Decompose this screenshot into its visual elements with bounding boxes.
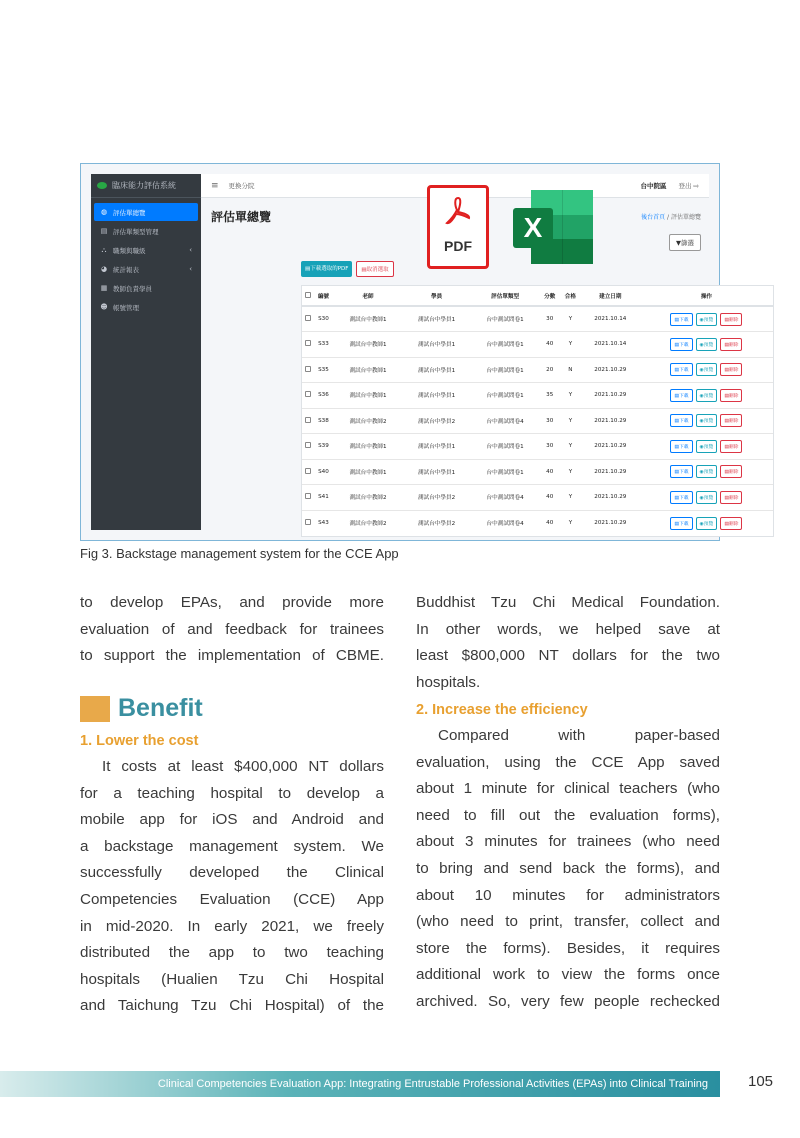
table-row	[302, 434, 773, 460]
download-button[interactable]: ▤下載	[670, 440, 692, 453]
table-cell: 測試台中教師2	[334, 485, 403, 511]
sidebar-item[interactable]	[94, 222, 198, 240]
preview-button[interactable]: ◉預覽	[696, 313, 718, 326]
table-cell: 30	[539, 306, 560, 332]
table-cell: 測試台中學員2	[402, 408, 471, 434]
column-header: 學員	[402, 286, 471, 306]
acrobat-swirl-icon	[444, 196, 472, 226]
preview-button[interactable]: ◉預覽	[696, 517, 718, 530]
admin-sidebar	[91, 174, 201, 530]
table-cell: Y	[560, 306, 581, 332]
hamburger-icon[interactable]: ≡	[211, 180, 219, 191]
table-cell: 30	[539, 434, 560, 460]
table-cell: S36	[313, 383, 334, 409]
text-line: for a teaching hospital to develop a	[80, 784, 384, 802]
text-line: to support the implementation of CBME.	[80, 647, 384, 665]
table-cell: 測試台中教師1	[334, 332, 403, 358]
text-line: archived. So, very few people rechecked	[416, 992, 720, 1010]
sidebar-item-label: 評估單總覽	[113, 208, 146, 217]
breadcrumb-separator: /	[667, 214, 670, 221]
excel-file-icon	[513, 188, 599, 266]
table-cell: Y	[560, 485, 581, 511]
brand-title: 臨床能力評估系統	[112, 181, 176, 190]
row-checkbox[interactable]	[305, 315, 311, 321]
table-cell: Y	[560, 510, 581, 536]
chevron-left-icon: ‹	[189, 265, 192, 273]
table-cell: 35	[539, 383, 560, 409]
text-line: distributed the app to two teaching	[80, 944, 384, 962]
figure-screenshot	[80, 163, 739, 541]
table-row	[302, 485, 773, 511]
row-actions-cell	[640, 306, 773, 332]
row-actions	[670, 491, 742, 504]
table-cell: S38	[313, 408, 334, 434]
row-actions	[670, 389, 742, 402]
table-cell: 測試台中教師1	[334, 459, 403, 485]
row-select-cell	[302, 434, 313, 460]
evaluation-table-wrap	[301, 285, 774, 537]
preview-button[interactable]: ◉預覽	[696, 414, 718, 427]
delete-button[interactable]: ▤刪除	[720, 491, 742, 504]
text-line: in mid-2020. In early 2021, we freely	[80, 917, 384, 935]
sidebar-item[interactable]	[94, 241, 198, 259]
delete-button[interactable]: ▤刪除	[720, 465, 742, 478]
section-heading-benefit	[80, 694, 203, 723]
table-cell: 測試台中學員1	[402, 306, 471, 332]
text-line: Competencies Evaluation (CCE) App	[80, 890, 384, 908]
subhead-lower-cost: 1. Lower the cost	[80, 733, 199, 749]
delete-button[interactable]: ▤刪除	[720, 389, 742, 402]
excel-x-badge: X	[513, 208, 553, 248]
table-cell: 台中測試問卷4	[471, 485, 540, 511]
download-selected-pdf-button[interactable]: ▤下載選取的PDF	[301, 261, 352, 277]
table-cell: 測試台中教師1	[334, 357, 403, 383]
left-para-1	[80, 590, 384, 670]
row-actions	[670, 440, 742, 453]
row-actions-cell	[640, 357, 773, 383]
sidebar-item[interactable]	[94, 203, 198, 221]
row-actions	[670, 338, 742, 351]
text-line: and Taichung Tzu Chi Hospital) of the	[80, 997, 384, 1015]
right-para-2	[416, 723, 720, 1016]
table-row	[302, 332, 773, 358]
download-button[interactable]: ▤下載	[670, 313, 692, 326]
dashboard-icon: ◍	[100, 208, 108, 216]
row-checkbox[interactable]	[305, 442, 311, 448]
sidebar-item-label: 評估單類型管理	[113, 227, 159, 236]
table-cell: 測試台中教師1	[334, 383, 403, 409]
select-all-checkbox[interactable]	[305, 292, 311, 298]
figure-caption: Fig 3. Backstage management system for the CCE App	[80, 546, 399, 561]
table-cell: 測試台中學員1	[402, 434, 471, 460]
text-line: need to fill out the evaluation forms),	[416, 806, 720, 824]
text-line: Buddhist Tzu Chi Medical Foundation.	[416, 594, 720, 611]
footer-bar	[0, 1071, 720, 1097]
users-icon: ☻	[100, 303, 108, 311]
row-actions-cell	[640, 383, 773, 409]
text-line: It costs at least $400,000 NT dollars	[102, 758, 384, 775]
table-cell: S39	[313, 434, 334, 460]
table-cell: 台中測試問卷1	[471, 434, 540, 460]
breadcrumb-home[interactable]: 後台首頁	[641, 214, 666, 221]
column-header: 評估單類型	[471, 286, 540, 306]
table-cell: 台中測試問卷1	[471, 332, 540, 358]
table-cell: 測試台中學員1	[402, 357, 471, 383]
row-select-cell	[302, 332, 313, 358]
page-title: 評估單總覽	[211, 210, 272, 224]
table-cell: 2021.10.14	[581, 332, 640, 358]
row-checkbox[interactable]	[305, 366, 311, 372]
evaluation-table	[302, 286, 773, 536]
org-icon: ⛬	[101, 245, 107, 254]
text-line: In other words, we helped save at	[416, 620, 720, 638]
table-cell: Y	[560, 408, 581, 434]
preview-button[interactable]: ◉預覽	[696, 389, 718, 402]
table-cell: 2021.10.14	[581, 306, 640, 332]
sidebar-item-label: 教師負責學員	[113, 284, 152, 293]
table-cell: Y	[560, 383, 581, 409]
brand-logo-icon	[97, 182, 107, 189]
breadcrumb-current: 評估單總覽	[670, 214, 701, 221]
id-card-icon: ▦	[100, 284, 108, 292]
text-line: evaluation of and feedback for trainees	[80, 620, 384, 638]
table-cell: 台中測試問卷1	[471, 459, 540, 485]
table-cell: Y	[560, 332, 581, 358]
table-cell: 2021.10.29	[581, 383, 640, 409]
table-cell: 2021.10.29	[581, 510, 640, 536]
table-cell: S40	[313, 459, 334, 485]
table-cell: 台中測試問卷4	[471, 408, 540, 434]
bulk-actions	[301, 261, 394, 277]
table-header-row	[302, 286, 773, 306]
column-header: 合格	[560, 286, 581, 306]
row-actions	[670, 313, 742, 326]
column-header: 編號	[313, 286, 334, 306]
row-checkbox[interactable]	[305, 519, 311, 525]
sidebar-brand	[91, 174, 201, 198]
table-cell: 20	[539, 357, 560, 383]
row-checkbox[interactable]	[305, 493, 311, 499]
section-title: Benefit	[118, 694, 203, 722]
sidebar-item[interactable]	[94, 260, 198, 278]
text-line: hospitals.	[416, 673, 481, 691]
table-cell: S41	[313, 485, 334, 511]
row-select-cell	[302, 485, 313, 511]
row-actions-cell	[640, 332, 773, 358]
row-checkbox[interactable]	[305, 417, 311, 423]
row-actions	[670, 363, 742, 376]
delete-button[interactable]: ▤刪除	[720, 363, 742, 376]
table-cell: 測試台中學員1	[402, 332, 471, 358]
table-cell: Y	[560, 434, 581, 460]
column-header: 操作	[640, 286, 773, 306]
table-cell: 測試台中學員1	[402, 383, 471, 409]
table-cell: S35	[313, 357, 334, 383]
heading-square-icon	[80, 696, 110, 722]
text-line: least $800,000 NT dollars for the two	[416, 647, 720, 665]
table-cell: 測試台中教師1	[334, 306, 403, 332]
table-row	[302, 383, 773, 409]
delete-button[interactable]: ▤刪除	[720, 517, 742, 530]
page-number: 105	[748, 1073, 774, 1090]
table-row	[302, 459, 773, 485]
text-line: hospitals (Hualien Tzu Chi Hospital	[80, 970, 384, 988]
table-body	[302, 306, 773, 536]
text-line: store the forms). Besides, it requires	[416, 939, 720, 957]
preview-button[interactable]: ◉預覽	[696, 338, 718, 351]
sidebar-menu	[91, 198, 201, 316]
row-actions-cell	[640, 485, 773, 511]
download-button[interactable]: ▤下載	[670, 465, 692, 478]
table-row	[302, 357, 773, 383]
table-cell: 測試台中學員2	[402, 510, 471, 536]
delete-button[interactable]: ▤刪除	[720, 440, 742, 453]
pdf-label: PDF	[444, 238, 472, 254]
table-cell: 2021.10.29	[581, 434, 640, 460]
filter-button[interactable]: ▼篩選	[669, 234, 701, 251]
text-line: to bring and send back the forms), and	[416, 859, 720, 877]
table-cell: 2021.10.29	[581, 357, 640, 383]
row-actions	[670, 465, 742, 478]
cancel-selection-button[interactable]: ▤取消選取	[356, 261, 393, 277]
row-checkbox[interactable]	[305, 468, 311, 474]
row-actions	[670, 414, 742, 427]
subhead-efficiency: 2. Increase the efficiency	[416, 702, 588, 718]
table-cell: 40	[539, 510, 560, 536]
text-line: about 10 minutes for administrators	[416, 886, 720, 904]
table-cell: 台中測試問卷4	[471, 510, 540, 536]
table-cell: 2021.10.29	[581, 459, 640, 485]
table-row	[302, 510, 773, 536]
table-cell: 測試台中教師2	[334, 408, 403, 434]
table-row	[302, 306, 773, 332]
row-actions-cell	[640, 459, 773, 485]
delete-button[interactable]: ▤刪除	[720, 338, 742, 351]
right-para-1	[416, 590, 720, 696]
table-cell: S43	[313, 510, 334, 536]
column-header: 建立日期	[581, 286, 640, 306]
column-header: 分數	[539, 286, 560, 306]
chevron-left-icon: ‹	[189, 246, 192, 254]
sidebar-item-label: 職類與職級	[113, 246, 146, 255]
row-select-cell	[302, 306, 313, 332]
breadcrumb	[641, 212, 701, 221]
preview-button[interactable]: ◉預覽	[696, 440, 718, 453]
table-cell: 40	[539, 459, 560, 485]
table-cell: 台中測試問卷1	[471, 357, 540, 383]
row-checkbox[interactable]	[305, 391, 311, 397]
text-line: mobile app for iOS and Android and	[80, 811, 384, 829]
table-cell: 測試台中學員2	[402, 485, 471, 511]
table-cell: 2021.10.29	[581, 485, 640, 511]
row-select-cell	[302, 459, 313, 485]
preview-button[interactable]: ◉預覽	[696, 465, 718, 478]
select-all-header[interactable]	[302, 286, 313, 306]
preview-button[interactable]: ◉預覽	[696, 363, 718, 376]
text-line: successfully developed the Clinical	[80, 864, 384, 882]
text-line: additional work to view the forms once	[416, 966, 720, 984]
download-button[interactable]: ▤下載	[670, 389, 692, 402]
delete-button[interactable]: ▤刪除	[720, 414, 742, 427]
table-cell: 測試台中教師1	[334, 434, 403, 460]
text-line: (who need to print, transfer, collect and	[416, 913, 720, 931]
download-button[interactable]: ▤下載	[670, 517, 692, 530]
sidebar-item[interactable]	[94, 279, 198, 297]
sidebar-item[interactable]	[94, 298, 198, 316]
table-cell: 40	[539, 485, 560, 511]
table-cell: S33	[313, 332, 334, 358]
sidebar-item-label: 帳號管理	[113, 303, 139, 312]
column-header: 老師	[334, 286, 403, 306]
text-line: about 3 minutes for trainees (who need	[416, 833, 720, 851]
delete-button[interactable]: ▤刪除	[720, 313, 742, 326]
row-checkbox[interactable]	[305, 340, 311, 346]
file-icon: ▤	[100, 227, 108, 235]
table-cell: 30	[539, 408, 560, 434]
download-button[interactable]: ▤下載	[670, 414, 692, 427]
row-select-cell	[302, 408, 313, 434]
table-cell: Y	[560, 459, 581, 485]
table-cell: 測試台中學員1	[402, 459, 471, 485]
download-button[interactable]: ▤下載	[670, 338, 692, 351]
table-row	[302, 408, 773, 434]
text-line: to develop EPAs, and provide more	[80, 594, 384, 611]
row-select-cell	[302, 383, 313, 409]
running-title: Clinical Competencies Evaluation App: Integrating Entrustable Professional Activities (EPAs) into Clinical Training	[157, 1078, 708, 1090]
table-cell: 測試台中教師2	[334, 510, 403, 536]
text-line: Compared with paper-based	[438, 727, 720, 744]
left-para-2	[80, 754, 384, 1020]
table-cell: S30	[313, 306, 334, 332]
preview-button[interactable]: ◉預覽	[696, 491, 718, 504]
text-line: evaluation, using the CCE App saved	[416, 753, 720, 771]
logout-link[interactable]: 登出 ⇨	[678, 182, 699, 190]
row-actions-cell	[640, 434, 773, 460]
text-line: a backstage management system. We	[80, 837, 384, 855]
table-cell: N	[560, 357, 581, 383]
download-button[interactable]: ▤下載	[670, 491, 692, 504]
chart-icon: ◕	[100, 265, 108, 273]
row-actions-cell	[640, 510, 773, 536]
row-select-cell	[302, 357, 313, 383]
current-unit: 台中院區	[640, 182, 667, 190]
row-actions-cell	[640, 408, 773, 434]
table-cell: 台中測試問卷1	[471, 383, 540, 409]
sidebar-item-label: 統計報表	[113, 265, 139, 274]
table-cell: 台中測試問卷1	[471, 306, 540, 332]
pdf-file-icon	[427, 185, 489, 269]
switch-unit-link[interactable]: 更換分院	[228, 182, 255, 190]
text-line: about 1 minute for clinical teachers (who	[416, 780, 720, 798]
row-actions	[670, 517, 742, 530]
row-select-cell	[302, 510, 313, 536]
table-cell: 2021.10.29	[581, 408, 640, 434]
download-button[interactable]: ▤下載	[670, 363, 692, 376]
table-cell: 40	[539, 332, 560, 358]
